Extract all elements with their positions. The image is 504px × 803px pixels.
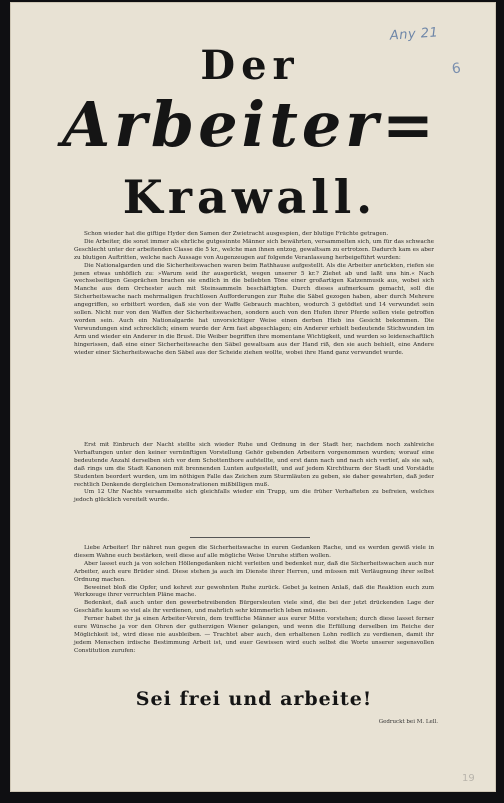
closing-slogan: Sei frei und arbeite! — [135, 688, 373, 710]
body-paragraph: Schon wieder hat die giftige Hyder den Samen der Zwietracht ausgespien, der blutige Früchte getragen. — [84, 231, 389, 237]
body-section-aftermath — [74, 442, 434, 505]
title-krawall: Krawall. — [122, 170, 378, 224]
body-paragraph: Ferner habet ihr ja einen Arbeiter-Verein, dem treffliche Männer aus eurer Mitte vorstehen; durch diese lasset ferner eure Wünsche ja vor den Ohren der gutherzigen Wiener gelangen, und wenn die Erfüllung derselben im Reiche der Möglichkeit ist, wird diese nie ausbleiben. — Trachtet aber auch, den erhaltenen Lohn redlich zu verdienen, damit ihr jedem Menschen irdische Bestimmung Arbeit ist, und euer Gewissen wird euch selbst die Worte unserer segensvollen Constitution zurufen: — [74, 616, 434, 654]
section-divider — [190, 537, 310, 538]
body-paragraph: Beweinet bloß die Opfer, und kehret zur gewohnten Ruhe zurück. Gebet ja keinen Anlaß, daß die Reaktion euch zum Werkzeuge ihrer verruchten Pläne mache. — [74, 584, 434, 599]
body-paragraph: Die Nationalgarden und die Sicherheitswachen waren beim Rathhause aufgestellt. Als die Arbeiter anrückten, riefen sie jenen etwas unhöflich zu: »Warum seid ihr ausgerückt, wegen unserer 5 kr.? Ziehet ab und laßt uns hin.« Nach wechselseitigen Gesprächen brachen sie endlich in die beliebten Töne einer großartigen Katzenmusik aus, wobei sich Manche aus dem Orchester auch mit Steinsammeln beschäftigten. Durch dieses aufmerksam gemacht, soll die Sicherheitswache nach mehrmaligen fruchtlosen Aufforderungen zur Ruhe die Säbel gezogen haben, aber durch Mehrere angegriffen, so erbittert worden, daß sie von der Waffe Gebrauch machten, wodurch 3 getödtet und 14 verwundet sein sollen. Nicht nur von den Waffen der Sicherheitswachen, sondern auch von den Hufen ihrer Pferde sollen viele getroffen worden sein. Auch ein Nationalgarde hat unvorsichtiger Weise einen derben Hieb ins Gesicht bekommen. Die Verwundungen sind schrecklich; einem wurde der Arm fast abgeschlagen; ein Anderer erhielt bedeutende Stichwunden im Arm und wieder ein Anderer in die Brust. Die Weiber begriffen ihre momentane Wichtigkeit, und wurden so leidenschaftlich hingerissen, daß eine einer Sicherheitswache den Säbel gewaltsam aus der Hand riß, den sie auch behielt, eine Andere wieder einer Sicherheitswache den Säbel aus der Scheide ziehen wollte, wobei ihre Hand ganz verwundet wurde. — [74, 262, 434, 356]
body-section-appeal — [74, 545, 434, 656]
printer-imprint: Gedruckt bei M. Lell. — [378, 719, 438, 725]
archive-stamp: 19 — [462, 773, 475, 784]
body-paragraph: Liebe Arbeiter! Ihr nähret nun gegen die Sicherheitswache in euren Gedanken Rache, und es werden gewiß viele in diesem Wahne euch bestärken, weil diese auf alle mögliche Weise Unruhe stiften wollen. — [74, 545, 434, 559]
body-paragraph: Die Arbeiter, die sonst immer als ehrliche gutgesinnte Männer sich bewährten, versammelten sich, um für das schwache Geschlecht unter der arbeitenden Classe die 5 kr., welche man ihnen entzog, gewaltsam zu ertrotzen. Dadurch kam es aber zu blutigen Auftritten, welche nach Aussage von Augenzeugen auf folgende Veranlassung herbeigeführt wurden: — [74, 238, 434, 261]
handwritten-note: Any 21 — [389, 25, 439, 44]
body-paragraph: Erst mit Einbruch der Nacht stellte sich wieder Ruhe und Ordnung in der Stadt her, nachdem noch zahlreiche Verhaftungen unter den keiner vernünftigen Vorstellung Gehör gebenden Arbeitern vorgenommen wurden; worauf eine bedeutende Anzahl derselben sich vor dem Schottenthore aufstellte, und erst dann nach und nach sich verlief, als sie sah, daß rings um die Stadt Kanonen mit brennenden Lunten aufgestellt, und auf jedem Kirchthurm der Stadt und Vorstädte Studenten beordert wurden, um im nöthigen Falle das Zeichen zum Sturmläuten zu geben, sie daher gewahrten, daß jeder rechtlich Denkende dergleichen Demonstrationen mißbilligen muß. — [74, 442, 434, 488]
handwritten-mark: 6 — [450, 60, 462, 78]
body-section-report — [74, 231, 434, 358]
body-paragraph: Um 12 Uhr Nachts versammelte sich gleichfalls wieder ein Trupp, um die früher Verhafteten zu befreien, welches jedoch glücklich vereitelt wurde. — [74, 489, 434, 504]
body-paragraph: Bedenket, daß auch unter den gewerbetreibenden Bürgersleuten viele sind, die bei der jetzt drückenden Lage der Geschäfte kaum so viel als ihr verdienen, und mahrlich sehr kümmerlich leben müssen. — [74, 600, 434, 615]
title-der: Der — [200, 42, 300, 89]
body-paragraph: Aber lasset euch ja von solchen Höllengedanken nicht verleiten und bedenket nur, daß die Sicherheitswachen auch nur Arbeiter, auch eure Brüder sind. Diese stehen ja auch im Dienste ihrer Herren, und müssen mit Verläugnung ihrer selbst Ordnung machen. — [74, 560, 434, 583]
title-arbeiter: Arbeiter= — [62, 88, 438, 161]
